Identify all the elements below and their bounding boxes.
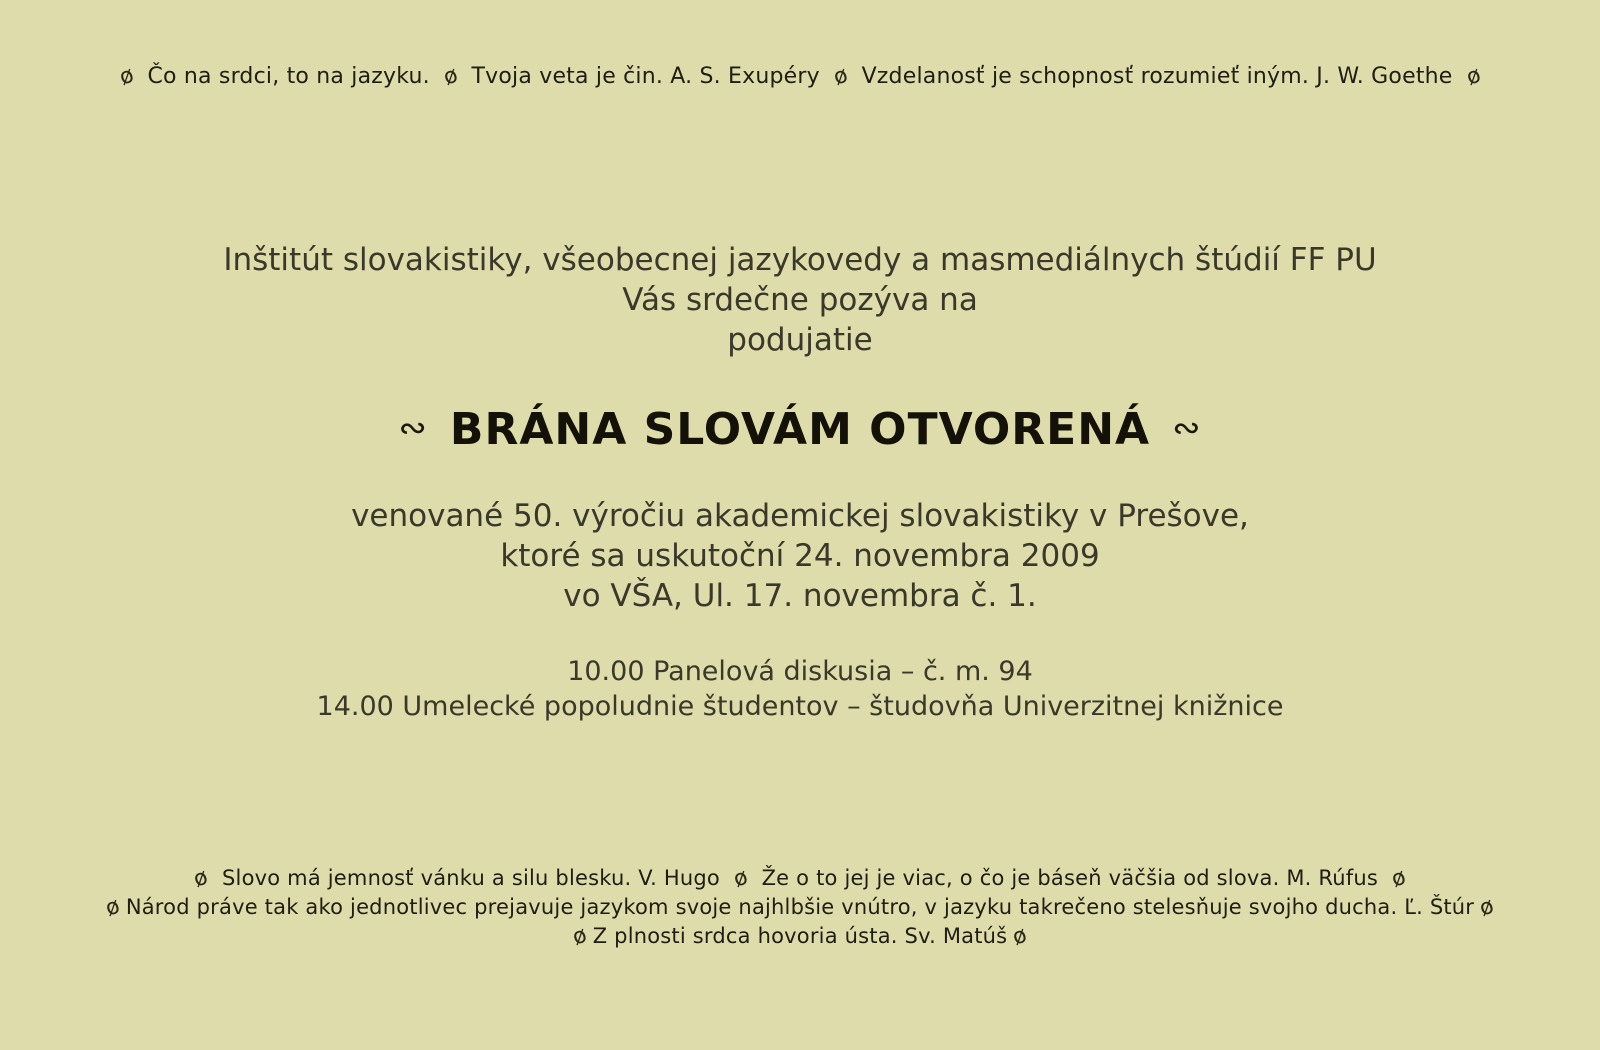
event-title-row [0,404,1600,455]
quote-text: Čo na srdci, to na jazyku. [147,64,430,89]
leaf-separator-icon: ø [1462,62,1485,91]
leaf-separator-icon: ø [102,893,124,922]
quote-text: Slovo má jemnosť vánku a silu blesku. V. Hugo [222,866,720,890]
ornament-left-icon: ∾ [398,408,428,448]
leaf-separator-icon: ø [1009,922,1031,951]
leaf-separator-icon: ø [190,864,212,893]
leaf-separator-icon: ø [569,922,591,951]
institute-name: Inštitút slovakistiky, všeobecnej jazykovedy a masmediálnych štúdií FF PU [223,242,1377,278]
event-schedule [0,654,1600,724]
ornament-right-icon: ∾ [1172,408,1202,448]
bottom-quotes-line-1 [0,866,1600,891]
top-quotes [0,64,1600,89]
schedule-item: 14.00 Umelecké popoludnie študentov – študovňa Univerzitnej knižnice [316,691,1284,722]
invitation-intro [0,240,1600,360]
leaf-separator-icon: ø [439,62,462,91]
quote-text: Že o to jej je viac, o čo je báseň väčšia od slova. M. Rúfus [761,866,1378,890]
quote-text: Vzdelanosť je schopnosť rozumieť iným. J. W. Goethe [861,64,1453,89]
leaf-separator-icon: ø [730,864,752,893]
quote-text: Tvoja veta je čin. A. S. Exupéry [471,64,820,89]
event-date: ktoré sa uskutoční 24. novembra 2009 [500,538,1100,574]
event-label: podujatie [727,322,873,358]
quote-text: Národ práve tak ako jednotlivec prejavuje jazykom svoje najhlbšie vnútro, v jazyku takrečeno stelesňuje svojho ducha. Ľ. Štúr [125,895,1475,919]
bottom-quotes-line-2 [0,895,1600,920]
quote-text: Z plnosti srdca hovoria ústa. Sv. Matúš [592,924,1008,948]
event-venue: vo VŠA, Ul. 17. novembra č. 1. [563,578,1037,614]
schedule-item: 10.00 Panelová diskusia – č. m. 94 [567,656,1033,687]
leaf-separator-icon: ø [830,62,852,91]
bottom-quotes-line-3 [0,924,1600,949]
leaf-separator-icon: ø [115,62,138,91]
event-title: BRÁNA SLOVÁM OTVORENÁ [449,404,1151,455]
event-dedication: venované 50. výročiu akademickej slovakistiky v Prešove, [351,498,1249,534]
invite-text: Vás srdečne pozýva na [622,282,978,318]
leaf-separator-icon: ø [1388,864,1410,893]
event-details [0,496,1600,616]
leaf-separator-icon: ø [1476,893,1498,922]
